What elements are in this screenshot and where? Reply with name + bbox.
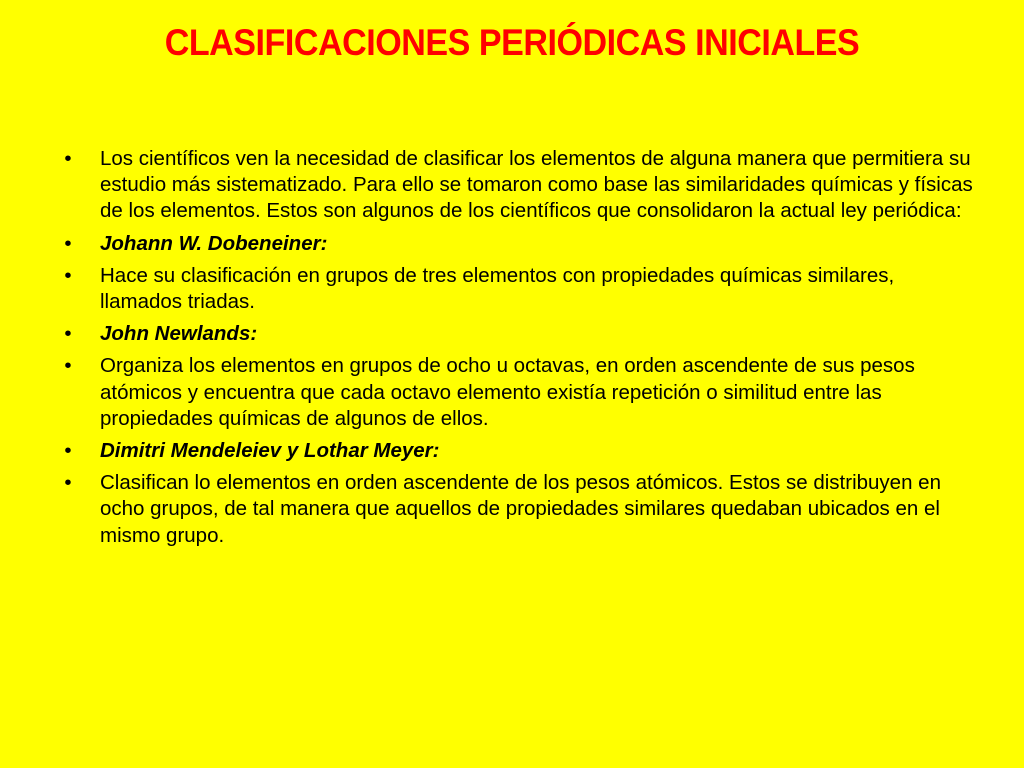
bullet-item-intro [58, 146, 978, 225]
bullet-icon: • [64, 263, 72, 287]
bullet-text: Hace su clasificación en grupos de tres elementos con propiedades químicas similares, llamados triadas. [100, 263, 895, 314]
bullet-item-newlands [58, 321, 978, 347]
slide-title: CLASIFICACIONES PERIÓDICAS INICIALES [164, 22, 860, 63]
scientist-name: Dimitri Mendeleiev y Lothar Meyer: [100, 439, 440, 463]
scientist-name: John Newlands: [100, 322, 258, 346]
bullet-text: Clasifican lo elementos en orden ascendente de los pesos atómicos. Estos se distribuyen en ocho grupos, de tal manera que aquellos de propiedades similares quedaban ubicados en el mismo grupo. [100, 471, 941, 547]
bullet-item-octavas [58, 353, 978, 432]
bullet-item-mendeleiev-meyer [58, 438, 978, 464]
bullet-icon: • [64, 322, 72, 346]
bullet-list [58, 146, 978, 555]
bullet-item-triadas [58, 263, 978, 315]
bullet-icon: • [64, 231, 72, 255]
bullet-icon: • [64, 439, 72, 463]
bullet-icon: • [64, 354, 72, 378]
scientist-name: Johann W. Dobeneiner: [100, 231, 328, 255]
bullet-text: Los científicos ven la necesidad de clasificar los elementos de alguna manera que permitiera su estudio más sistematizado. Para ello se tomaron como base las similaridades químicas y físicas de los elementos. Estos son algunos de los científicos que consolidaron la actual ley periódica: [100, 147, 973, 223]
bullet-icon: • [64, 471, 72, 495]
bullet-icon: • [64, 147, 72, 170]
bullet-text: Organiza los elementos en grupos de ocho u octavas, en orden ascendente de sus pesos atómicos y encuentra que cada octavo elemento existía repetición o similitud entre las propiedades químicas de algunos de ellos. [100, 354, 915, 430]
bullet-item-pesos-atomicos [58, 470, 978, 549]
bullet-item-dobeneiner [58, 231, 978, 257]
